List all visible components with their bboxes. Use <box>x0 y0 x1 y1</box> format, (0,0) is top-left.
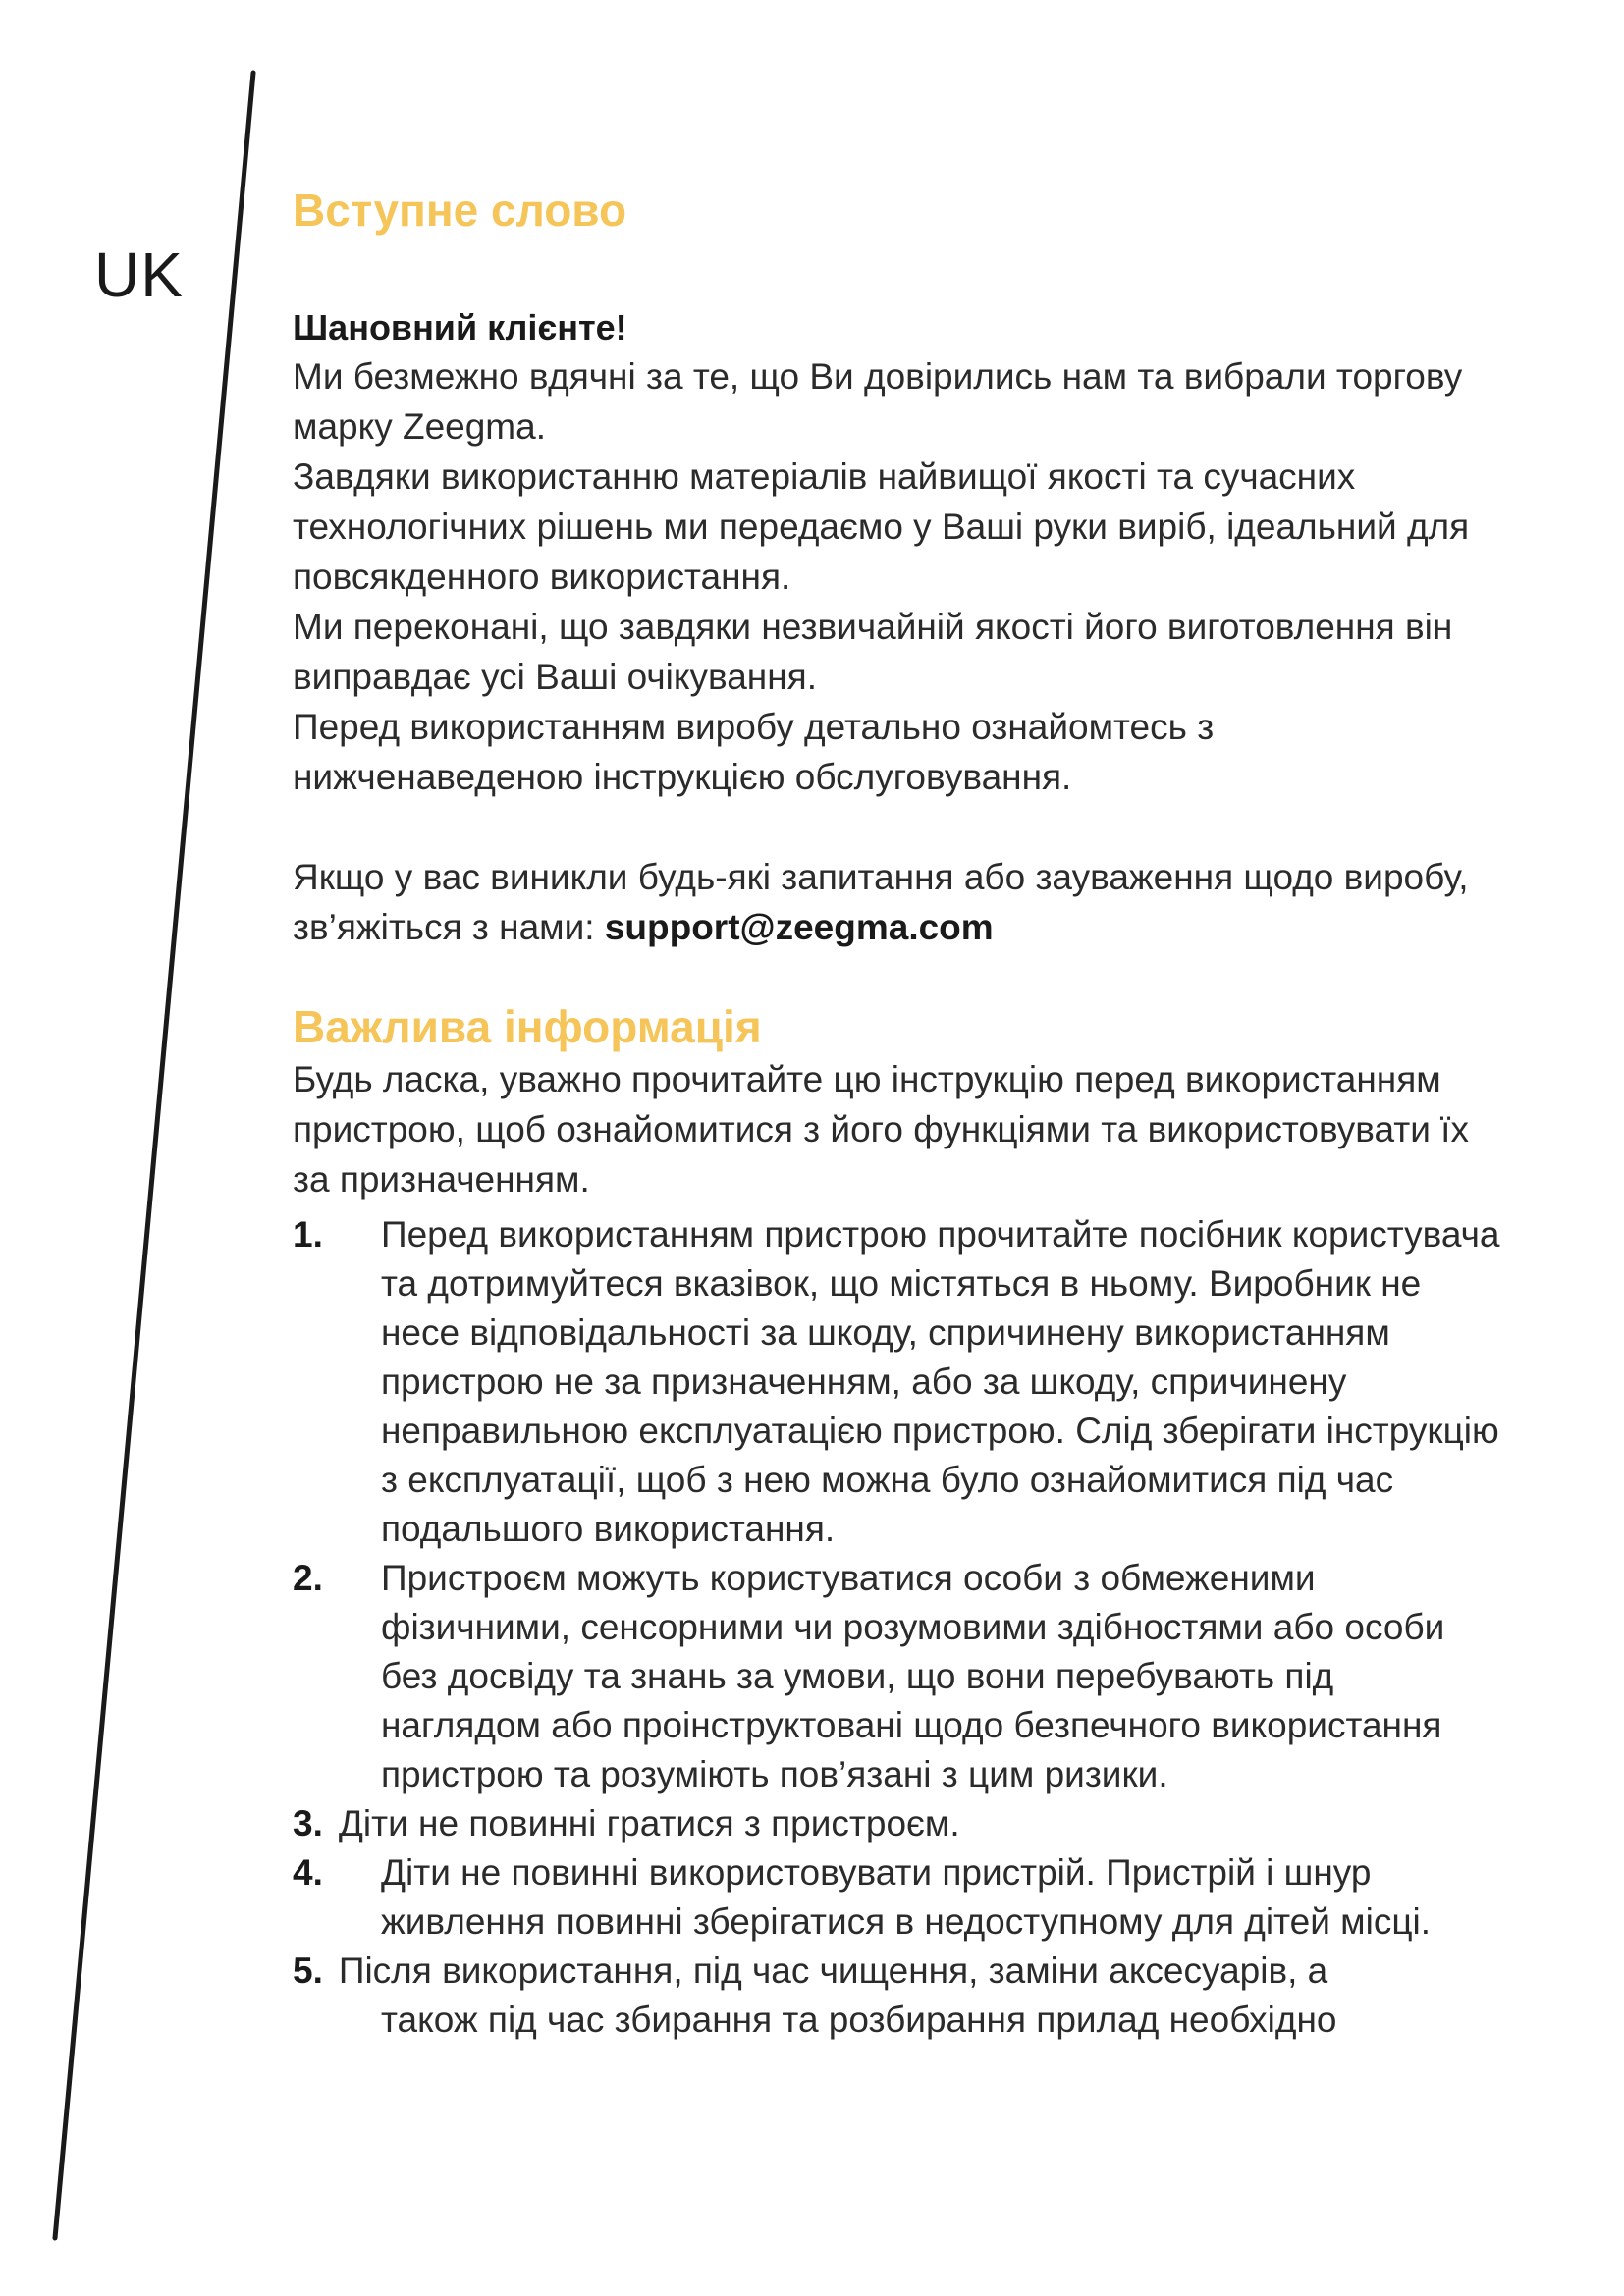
list-item <box>293 1848 1502 1947</box>
language-code: UK <box>94 240 184 310</box>
intro-paragraph: Ми переконані, що завдяки незвичайній якості його виготовлення він виправдає усі Ваші очікування. <box>293 607 1453 697</box>
intro-title: Вступне слово <box>293 185 627 236</box>
intro-paragraph: Ми безмежно вдячні за те, що Ви довірились нам та вибрали торгову марку Zeegma. <box>293 356 1463 447</box>
list-item <box>293 1210 1502 1554</box>
list-item-number: 1. <box>293 1214 323 1255</box>
intro-paragraph: Перед використанням виробу детально ознайомтесь з нижченаведеною інструкцією обслуговування. <box>293 707 1215 797</box>
list-item-text: Після використання, під час чищення, заміни аксесуарів, а <box>338 1950 1328 1991</box>
support-email-link[interactable]: support@zeegma.com <box>604 907 994 947</box>
list-item <box>293 1554 1502 1799</box>
list-item-text: Перед використанням пристрою прочитайте посібник користувача та дотримуйтеся вказівок, що містяться в ньому. Виробник не несе відповідальності за шкоду, спричинену використанням пристрою не за призначенням, або за шкоду, спричинену неправильною експлуатацією пристрою. Слід зберігати інструкцію з експлуатації, щоб з нею можна було ознайомитися під час подальшого використання. <box>381 1214 1500 1549</box>
list-item-text: Діти не повинні гратися з пристроєм. <box>338 1803 960 1843</box>
contact-text: Якщо у вас виникли будь-які запитання або зауваження щодо виробу, зв’яжіться з нами: <box>293 857 1469 947</box>
safety-list <box>293 1210 1502 2045</box>
important-lead: Будь ласка, уважно прочитайте цю інструкцію перед використанням пристрою, щоб ознайомитися з його функціями та використовувати їх за призначенням. <box>293 1059 1469 1200</box>
greeting: Шановний клієнте! <box>293 307 627 347</box>
list-item <box>293 1947 1502 2045</box>
list-item-number: 4. <box>293 1852 323 1893</box>
list-item-number: 5. <box>293 1950 323 1991</box>
list-item-text-continued: також під час збирання та розбирання прилад необхідно <box>381 2000 1337 2040</box>
list-item-text: Діти не повинні використовувати пристрій. Пристрій і шнур живлення повинні зберігатися в недоступному для дітей місці. <box>381 1852 1432 1942</box>
list-item-number: 2. <box>293 1558 323 1598</box>
list-item-number: 3. <box>293 1803 323 1843</box>
important-title: Важлива інформація <box>293 1001 762 1052</box>
intro-paragraph: Завдяки використанню матеріалів найвищої якості та сучасних технологічних рішень ми передаємо у Ваші руки виріб, ідеальний для повсякденного використання. <box>293 456 1470 597</box>
list-item-text: Пристроєм можуть користуватися особи з обмеженими фізичними, сенсорними чи розумовими здібностями або особи без досвіду та знань за умови, що вони перебувають під наглядом або проінструктовані щодо безпечного використання пристрою та розуміють пов’язані з цим ризики. <box>381 1558 1445 1794</box>
list-item <box>293 1799 1502 1848</box>
contact-paragraph <box>293 852 1502 952</box>
page-content <box>293 183 1502 2045</box>
